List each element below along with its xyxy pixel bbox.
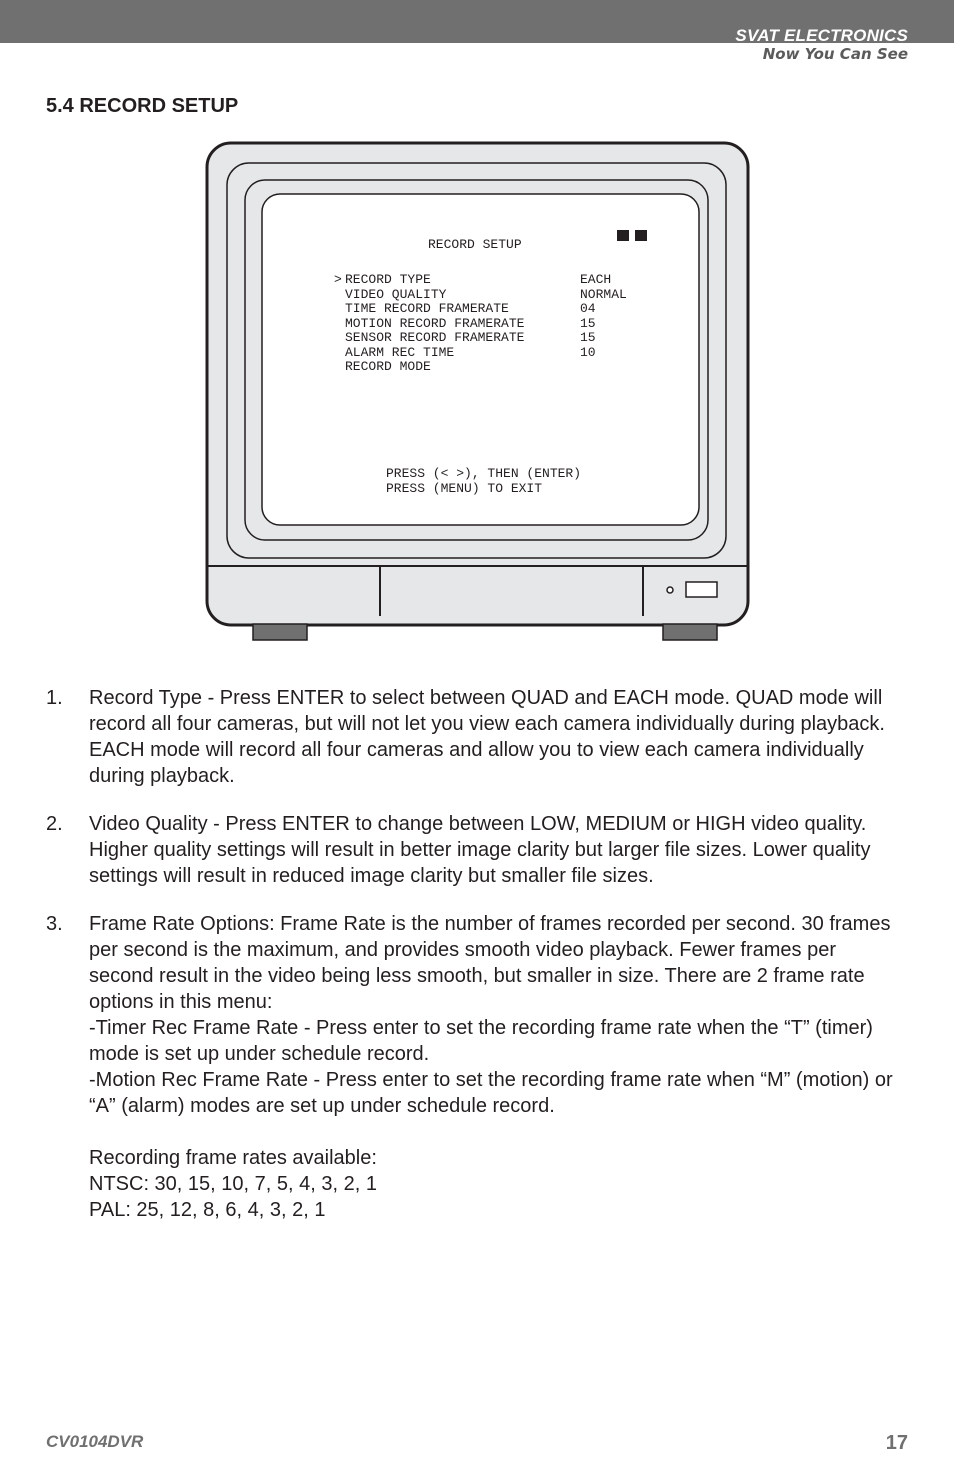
list-item [46, 685, 906, 789]
list-item-text: -Timer Rec Frame Rate - Press enter to set the recording frame rate when the “T” (timer) mode is set up under schedule record. [89, 1017, 873, 1065]
frame-rates-pal: PAL: 25, 12, 8, 6, 4, 3, 2, 1 [89, 1199, 326, 1221]
osd-hint-exit: PRESS (MENU) TO EXIT [386, 481, 543, 496]
osd-row-value: 15 [580, 316, 596, 331]
osd-row-value: 10 [580, 345, 596, 360]
monitor-foot-right [663, 624, 717, 640]
osd-row-label: VIDEO QUALITY [345, 287, 447, 302]
brand-tagline: Now You Can See [762, 45, 908, 63]
osd-row-label: MOTION RECORD FRAMERATE [345, 316, 525, 331]
list-item-text: Record Type - Press ENTER to select between QUAD and EACH mode. QUAD mode will record all four cameras, but will not let you view each camera individually during playback. EACH mode will record all four cameras and allow you to view each camera individually during playback. [89, 687, 885, 787]
list-item [46, 911, 906, 1223]
osd-row-label: ALARM REC TIME [345, 345, 455, 360]
list-item-text: Video Quality - Press ENTER to change between LOW, MEDIUM or HIGH video quality. Higher quality settings will result in better image clarity but larger file sizes. Lower quality settings will result in reduced image clarity but smaller file sizes. [89, 813, 871, 887]
list-item-number: 1. [46, 687, 63, 709]
frame-rates-ntsc: NTSC: 30, 15, 10, 7, 5, 4, 3, 2, 1 [89, 1173, 377, 1195]
osd-title: RECORD SETUP [428, 237, 522, 252]
osd-row-label: RECORD MODE [345, 359, 431, 374]
power-led-icon [667, 587, 673, 593]
osd-row-label: TIME RECORD FRAMERATE [345, 301, 509, 316]
osd-row-label: SENSOR RECORD FRAMERATE [345, 330, 525, 345]
osd-quad-indicator-icon [617, 230, 629, 241]
osd-row-label: RECORD TYPE [345, 272, 431, 287]
power-button-icon [686, 582, 717, 597]
dvr-monitor-illustration [200, 138, 752, 646]
section-title: 5.4 RECORD SETUP [46, 95, 239, 117]
list-item [46, 811, 906, 889]
instruction-list [46, 685, 906, 1245]
osd-quad-indicator-icon [635, 230, 647, 241]
osd-row-value: 04 [580, 301, 596, 316]
osd-row-value: 15 [580, 330, 596, 345]
osd-row-value: NORMAL [580, 287, 627, 302]
list-item-number: 2. [46, 813, 63, 835]
list-item-text: -Motion Rec Frame Rate - Press enter to set the recording frame rate when “M” (motion) or “A” (alarm) modes are set up under schedule record. [89, 1069, 893, 1117]
list-item-number: 3. [46, 913, 63, 935]
brand-name: SVAT ELECTRONICS [735, 26, 908, 45]
osd-cursor: > [334, 272, 342, 287]
footer-model: CV0104DVR [46, 1432, 144, 1451]
brand-block [735, 26, 908, 62]
frame-rates-heading: Recording frame rates available: [89, 1147, 377, 1169]
monitor-foot-left [253, 624, 307, 640]
osd-row-value: EACH [580, 272, 612, 287]
list-item-text: Frame Rate Options: Frame Rate is the number of frames recorded per second. 30 frames per second is the maximum, and provides smooth video playback. Fewer frames per second result in the video being less smooth, but smaller in size. There are 2 frame rate options in this menu: [89, 913, 891, 1013]
footer-page-number: 17 [885, 1432, 908, 1454]
osd-hint-navigate: PRESS (< >), THEN (ENTER) [386, 466, 582, 481]
